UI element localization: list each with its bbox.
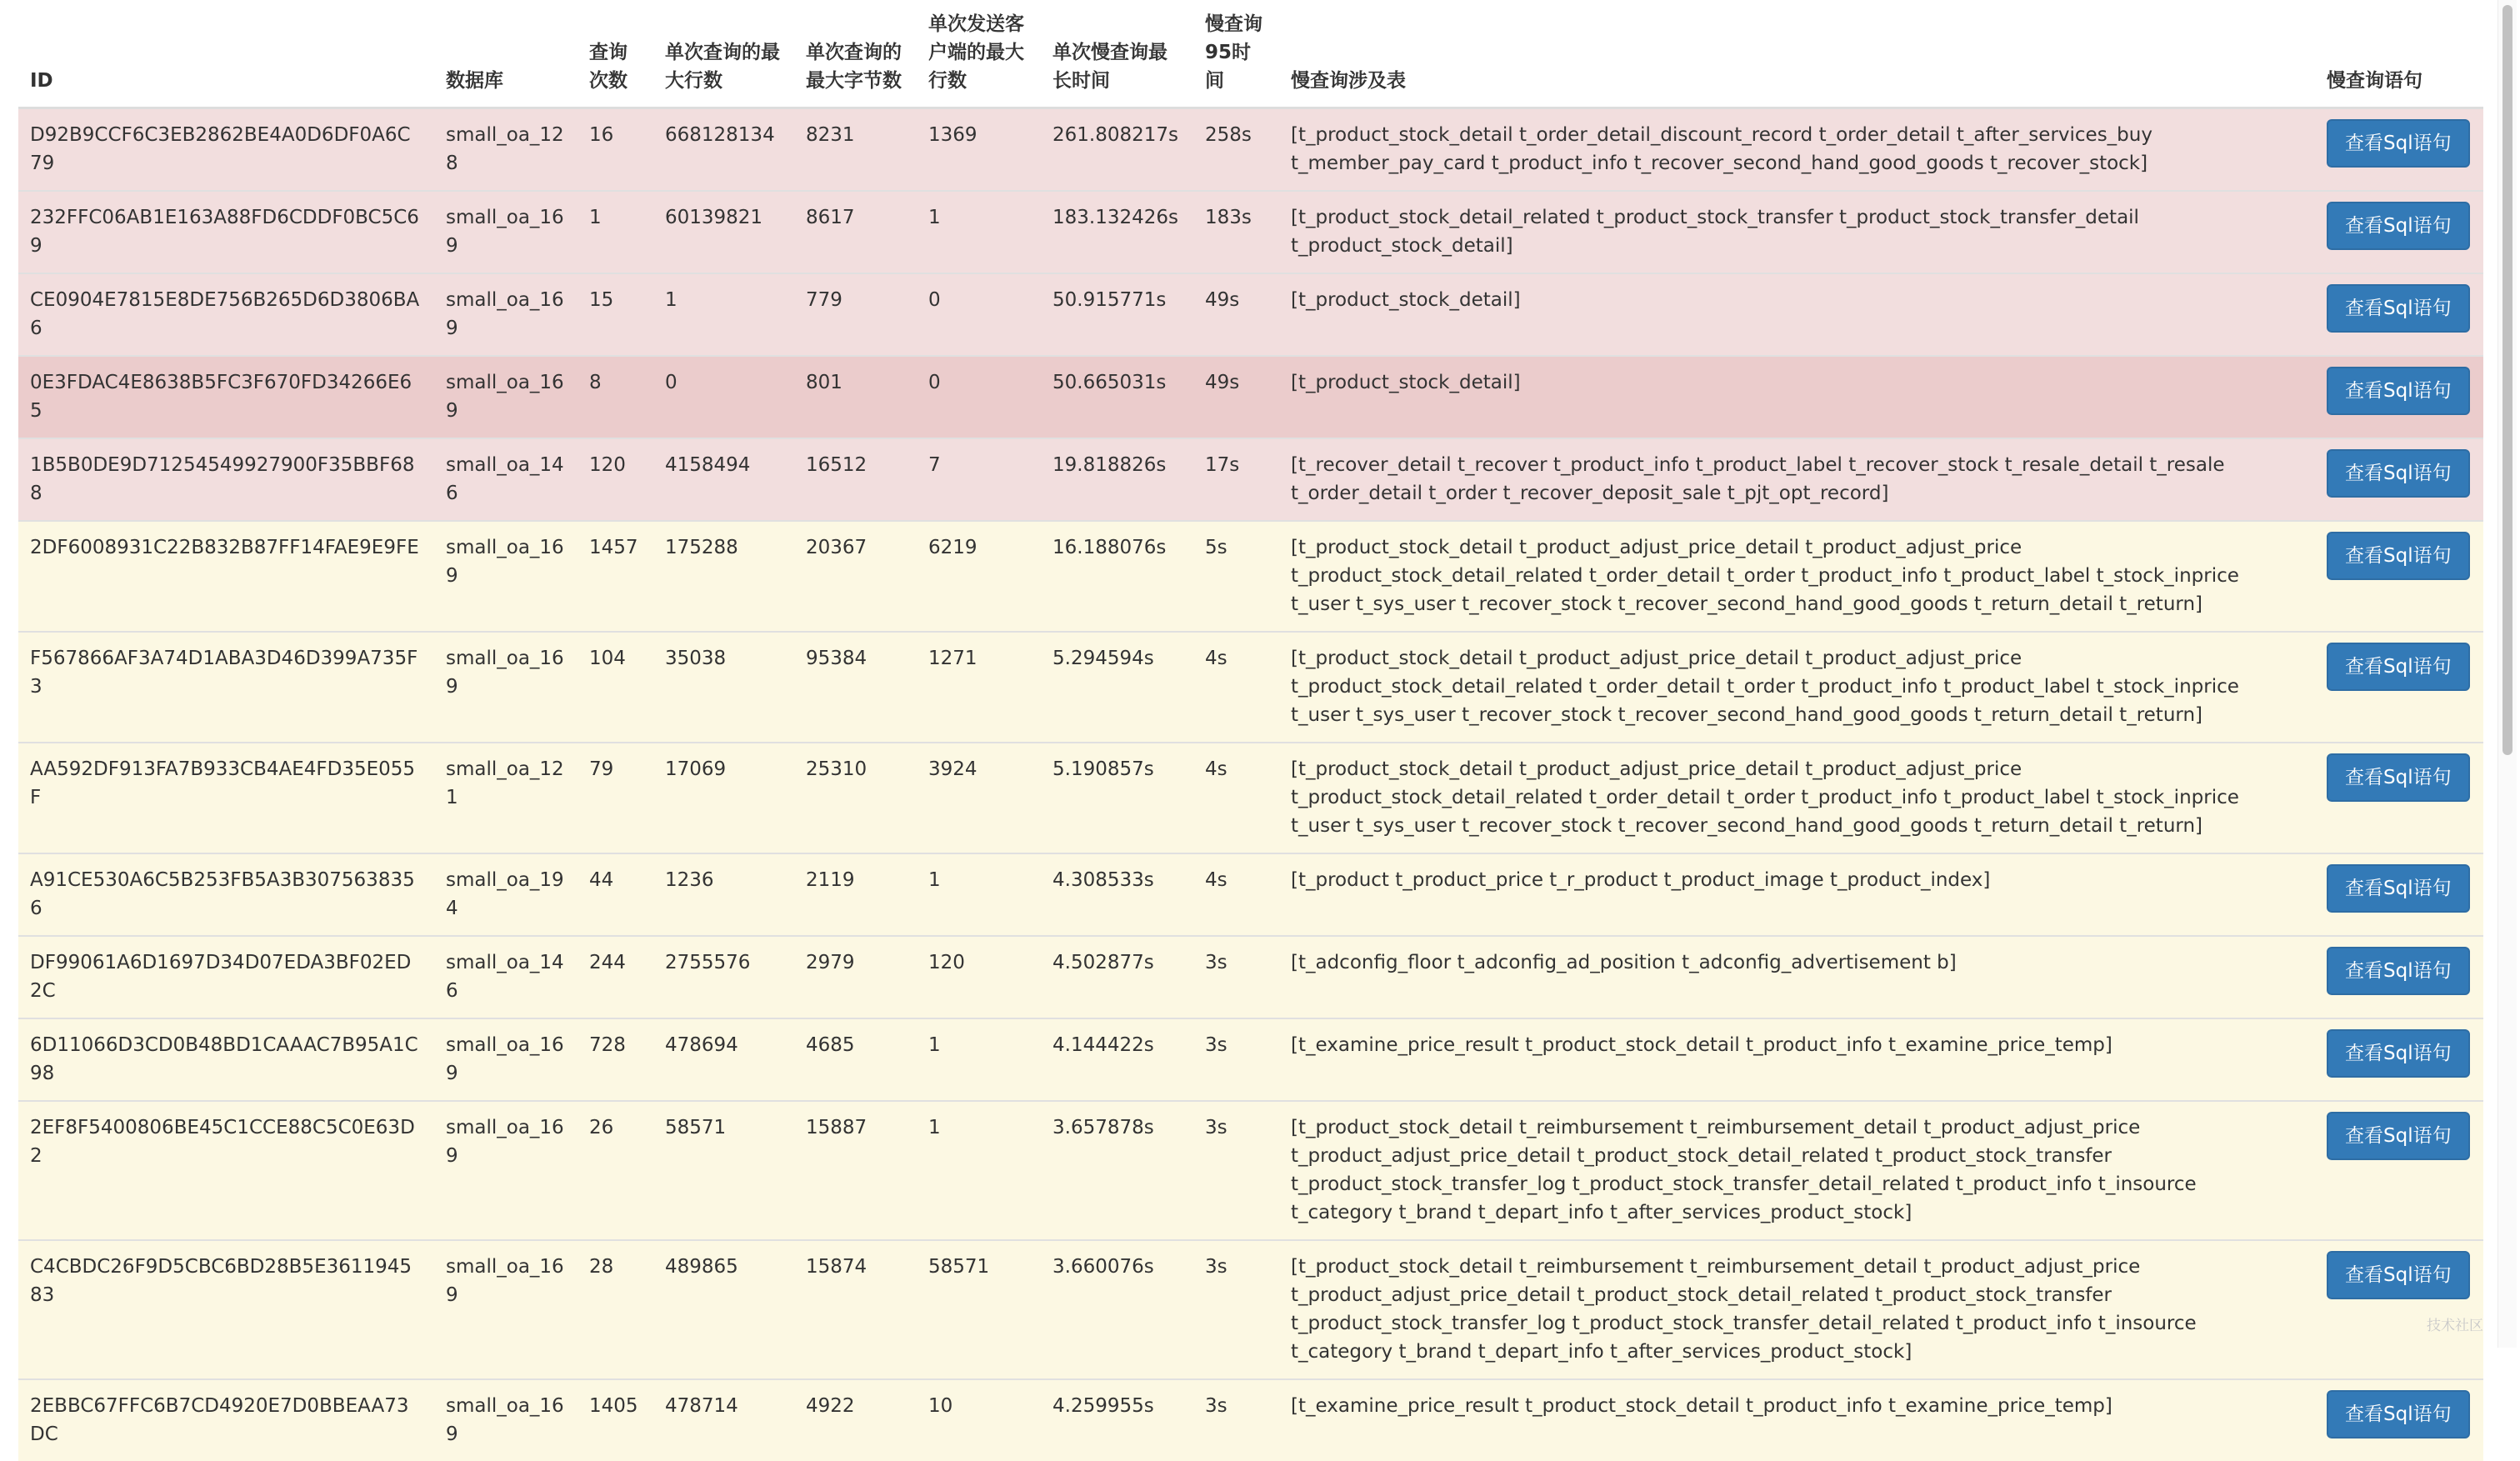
cell-max-rows: 2755576	[653, 936, 794, 1018]
table-row	[18, 936, 2483, 1018]
cell-max-rows: 478694	[653, 1018, 794, 1101]
cell-sql-action	[2315, 1379, 2483, 1461]
cell-max-bytes: 8617	[794, 191, 917, 273]
table-row	[18, 356, 2483, 438]
cell-max-rows: 60139821	[653, 191, 794, 273]
cell-max-bytes: 4922	[794, 1379, 917, 1461]
cell-id: 2DF6008931C22B832B87FF14FAE9E9FE	[18, 521, 434, 632]
cell-query-count: 79	[578, 743, 653, 853]
cell-tables: [t_product_stock_detail t_product_adjust_price_detail t_product_adjust_price t_product_stock_detail_related t_order_detail t_order t_product_info t_product_label t_stock_inprice t_user t_sys_user t_recover_stock t_recover_second_hand_good_goods t_return_detail t_return]	[1279, 632, 2315, 743]
cell-id: F567866AF3A74D1ABA3D46D399A735F3	[18, 632, 434, 743]
cell-max-bytes: 2979	[794, 936, 917, 1018]
cell-client-rows: 7	[917, 438, 1041, 521]
cell-max-bytes: 801	[794, 356, 917, 438]
cell-sql-action	[2315, 191, 2483, 273]
cell-database: small_oa_146	[434, 438, 578, 521]
slow-query-table-container	[18, 0, 2483, 1461]
cell-max-rows: 478714	[653, 1379, 794, 1461]
view-sql-button[interactable]: 查看Sql语句	[2327, 1390, 2470, 1438]
cell-sql-action	[2315, 853, 2483, 936]
cell-tables: [t_product_stock_detail t_reimbursement t_reimbursement_detail t_product_adjust_price t_product_adjust_price_detail t_product_stock_detail_related t_product_stock_transfer t_product_stock_transfer_log t_product_stock_transfer_detail_related t_product_info t_insource t_category t_brand t_depart_info t_after_services_product_stock]	[1279, 1240, 2315, 1379]
cell-p95: 183s	[1193, 191, 1279, 273]
cell-p95: 49s	[1193, 273, 1279, 356]
cell-max-time: 16.188076s	[1041, 521, 1193, 632]
cell-max-rows: 17069	[653, 743, 794, 853]
cell-id: CE0904E7815E8DE756B265D6D3806BA6	[18, 273, 434, 356]
cell-id: 2EBBC67FFC6B7CD4920E7D0BBEAA73DC	[18, 1379, 434, 1461]
cell-query-count: 1405	[578, 1379, 653, 1461]
view-sql-button[interactable]: 查看Sql语句	[2327, 753, 2470, 802]
view-sql-button[interactable]: 查看Sql语句	[2327, 367, 2470, 415]
cell-client-rows: 10	[917, 1379, 1041, 1461]
header-p95-time: 慢查询95时间	[1193, 0, 1279, 108]
cell-client-rows: 120	[917, 936, 1041, 1018]
cell-max-rows: 1236	[653, 853, 794, 936]
cell-max-time: 3.657878s	[1041, 1101, 1193, 1240]
cell-max-time: 50.915771s	[1041, 273, 1193, 356]
cell-database: small_oa_169	[434, 191, 578, 273]
cell-sql-action	[2315, 438, 2483, 521]
cell-max-time: 4.308533s	[1041, 853, 1193, 936]
cell-max-bytes: 779	[794, 273, 917, 356]
table-row	[18, 191, 2483, 273]
cell-p95: 17s	[1193, 438, 1279, 521]
cell-query-count: 728	[578, 1018, 653, 1101]
cell-database: small_oa_169	[434, 273, 578, 356]
cell-tables: [t_product_stock_detail]	[1279, 356, 2315, 438]
cell-max-rows: 489865	[653, 1240, 794, 1379]
cell-tables: [t_product_stock_detail t_product_adjust_price_detail t_product_adjust_price t_product_stock_detail_related t_order_detail t_order t_product_info t_product_label t_stock_inprice t_user t_sys_user t_recover_stock t_recover_second_hand_good_goods t_return_detail t_return]	[1279, 743, 2315, 853]
cell-id: C4CBDC26F9D5CBC6BD28B5E361194583	[18, 1240, 434, 1379]
cell-id: A91CE530A6C5B253FB5A3B3075638356	[18, 853, 434, 936]
cell-id: D92B9CCF6C3EB2862BE4A0D6DF0A6C79	[18, 108, 434, 192]
cell-database: small_oa_121	[434, 743, 578, 853]
cell-database: small_oa_169	[434, 521, 578, 632]
cell-tables: [t_product_stock_detail]	[1279, 273, 2315, 356]
cell-max-bytes: 25310	[794, 743, 917, 853]
cell-client-rows: 1	[917, 1018, 1041, 1101]
header-query-count: 查询次数	[578, 0, 653, 108]
cell-tables: [t_product t_product_price t_r_product t_product_image t_product_index]	[1279, 853, 2315, 936]
cell-sql-action	[2315, 743, 2483, 853]
cell-max-rows: 35038	[653, 632, 794, 743]
cell-max-rows: 1	[653, 273, 794, 356]
table-header	[18, 0, 2483, 108]
cell-max-time: 4.502877s	[1041, 936, 1193, 1018]
cell-database: small_oa_146	[434, 936, 578, 1018]
cell-tables: [t_adconfig_floor t_adconfig_ad_position t_adconfig_advertisement b]	[1279, 936, 2315, 1018]
cell-sql-action	[2315, 1101, 2483, 1240]
cell-sql-action	[2315, 936, 2483, 1018]
cell-tables: [t_product_stock_detail_related t_product_stock_transfer t_product_stock_transfer_detail t_product_stock_detail]	[1279, 191, 2315, 273]
cell-max-time: 4.144422s	[1041, 1018, 1193, 1101]
cell-p95: 5s	[1193, 521, 1279, 632]
cell-max-rows: 668128134	[653, 108, 794, 192]
header-max-client-rows: 单次发送客户端的最大行数	[917, 0, 1041, 108]
cell-max-bytes: 2119	[794, 853, 917, 936]
cell-database: small_oa_169	[434, 1379, 578, 1461]
table-body	[18, 108, 2483, 1461]
header-max-slow-time: 单次慢查询最长时间	[1041, 0, 1193, 108]
cell-client-rows: 1	[917, 191, 1041, 273]
cell-max-time: 50.665031s	[1041, 356, 1193, 438]
cell-id: 6D11066D3CD0B48BD1CAAAC7B95A1C98	[18, 1018, 434, 1101]
cell-tables: [t_product_stock_detail t_order_detail_discount_record t_order_detail t_after_services_buy t_member_pay_card t_product_info t_recover_second_hand_good_goods t_recover_stock]	[1279, 108, 2315, 192]
view-sql-button[interactable]: 查看Sql语句	[2327, 1112, 2470, 1160]
table-row	[18, 521, 2483, 632]
cell-id: AA592DF913FA7B933CB4AE4FD35E055F	[18, 743, 434, 853]
cell-query-count: 244	[578, 936, 653, 1018]
view-sql-button[interactable]: 查看Sql语句	[2327, 947, 2470, 995]
cell-max-time: 3.660076s	[1041, 1240, 1193, 1379]
header-max-rows: 单次查询的最大行数	[653, 0, 794, 108]
table-row	[18, 273, 2483, 356]
cell-max-time: 19.818826s	[1041, 438, 1193, 521]
cell-query-count: 26	[578, 1101, 653, 1240]
cell-p95: 3s	[1193, 936, 1279, 1018]
cell-max-bytes: 8231	[794, 108, 917, 192]
vertical-scrollbar[interactable]	[2498, 0, 2517, 1348]
cell-query-count: 15	[578, 273, 653, 356]
view-sql-button[interactable]: 查看Sql语句	[2327, 284, 2470, 333]
cell-p95: 258s	[1193, 108, 1279, 192]
cell-sql-action	[2315, 1018, 2483, 1101]
cell-sql-action	[2315, 632, 2483, 743]
cell-max-bytes: 20367	[794, 521, 917, 632]
scrollbar-thumb[interactable]	[2502, 5, 2512, 755]
cell-query-count: 44	[578, 853, 653, 936]
view-sql-button[interactable]: 查看Sql语句	[2327, 119, 2470, 168]
cell-p95: 3s	[1193, 1240, 1279, 1379]
table-row	[18, 438, 2483, 521]
cell-max-bytes: 15874	[794, 1240, 917, 1379]
table-row	[18, 1101, 2483, 1240]
cell-p95: 4s	[1193, 743, 1279, 853]
cell-client-rows: 0	[917, 356, 1041, 438]
cell-query-count: 104	[578, 632, 653, 743]
cell-database: small_oa_169	[434, 1101, 578, 1240]
cell-id: 0E3FDAC4E8638B5FC3F670FD34266E65	[18, 356, 434, 438]
view-sql-button[interactable]: 查看Sql语句	[2327, 1251, 2470, 1299]
cell-database: small_oa_169	[434, 1018, 578, 1101]
view-sql-button[interactable]: 查看Sql语句	[2327, 449, 2470, 498]
cell-query-count: 120	[578, 438, 653, 521]
view-sql-button[interactable]: 查看Sql语句	[2327, 643, 2470, 691]
view-sql-button[interactable]: 查看Sql语句	[2327, 202, 2470, 250]
cell-sql-action	[2315, 108, 2483, 192]
view-sql-button[interactable]: 查看Sql语句	[2327, 1029, 2470, 1078]
cell-max-bytes: 16512	[794, 438, 917, 521]
table-row	[18, 743, 2483, 853]
cell-sql-action	[2315, 273, 2483, 356]
cell-p95: 4s	[1193, 853, 1279, 936]
cell-tables: [t_examine_price_result t_product_stock_detail t_product_info t_examine_price_temp]	[1279, 1018, 2315, 1101]
cell-max-time: 183.132426s	[1041, 191, 1193, 273]
header-id: ID	[18, 0, 434, 108]
cell-client-rows: 1369	[917, 108, 1041, 192]
cell-max-rows: 0	[653, 356, 794, 438]
cell-max-rows: 175288	[653, 521, 794, 632]
cell-p95: 3s	[1193, 1379, 1279, 1461]
header-database: 数据库	[434, 0, 578, 108]
cell-query-count: 16	[578, 108, 653, 192]
cell-id: 232FFC06AB1E163A88FD6CDDF0BC5C69	[18, 191, 434, 273]
cell-client-rows: 1	[917, 853, 1041, 936]
cell-client-rows: 58571	[917, 1240, 1041, 1379]
slow-query-table	[18, 0, 2483, 1461]
table-row	[18, 632, 2483, 743]
cell-query-count: 28	[578, 1240, 653, 1379]
table-row	[18, 853, 2483, 936]
cell-client-rows: 1271	[917, 632, 1041, 743]
table-row	[18, 108, 2483, 192]
cell-id: 1B5B0DE9D71254549927900F35BBF688	[18, 438, 434, 521]
table-row	[18, 1379, 2483, 1461]
cell-client-rows: 1	[917, 1101, 1041, 1240]
cell-p95: 3s	[1193, 1018, 1279, 1101]
cell-p95: 49s	[1193, 356, 1279, 438]
cell-client-rows: 6219	[917, 521, 1041, 632]
table-row	[18, 1018, 2483, 1101]
cell-max-rows: 4158494	[653, 438, 794, 521]
cell-client-rows: 3924	[917, 743, 1041, 853]
cell-sql-action	[2315, 356, 2483, 438]
cell-sql-action	[2315, 521, 2483, 632]
cell-database: small_oa_169	[434, 1240, 578, 1379]
cell-sql-action	[2315, 1240, 2483, 1379]
cell-tables: [t_examine_price_result t_product_stock_detail t_product_info t_examine_price_temp]	[1279, 1379, 2315, 1461]
view-sql-button[interactable]: 查看Sql语句	[2327, 864, 2470, 913]
cell-max-bytes: 4685	[794, 1018, 917, 1101]
table-row	[18, 1240, 2483, 1379]
cell-query-count: 8	[578, 356, 653, 438]
cell-tables: [t_recover_detail t_recover t_product_info t_product_label t_recover_stock t_resale_detail t_resale t_order_detail t_order t_recover_deposit_sale t_pjt_opt_record]	[1279, 438, 2315, 521]
cell-max-time: 5.190857s	[1041, 743, 1193, 853]
view-sql-button[interactable]: 查看Sql语句	[2327, 532, 2470, 580]
cell-p95: 4s	[1193, 632, 1279, 743]
cell-tables: [t_product_stock_detail t_reimbursement t_reimbursement_detail t_product_adjust_price t_product_adjust_price_detail t_product_stock_detail_related t_product_stock_transfer t_product_stock_transfer_log t_product_stock_transfer_detail_related t_product_info t_insource t_category t_brand t_depart_info t_after_services_product_stock]	[1279, 1101, 2315, 1240]
header-sql: 慢查询语句	[2315, 0, 2483, 108]
header-tables: 慢查询涉及表	[1279, 0, 2315, 108]
cell-tables: [t_product_stock_detail t_product_adjust_price_detail t_product_adjust_price t_product_stock_detail_related t_order_detail t_order t_product_info t_product_label t_stock_inprice t_user t_sys_user t_recover_stock t_recover_second_hand_good_goods t_return_detail t_return]	[1279, 521, 2315, 632]
cell-query-count: 1457	[578, 521, 653, 632]
cell-max-time: 5.294594s	[1041, 632, 1193, 743]
cell-query-count: 1	[578, 191, 653, 273]
cell-max-time: 4.259955s	[1041, 1379, 1193, 1461]
cell-database: small_oa_169	[434, 356, 578, 438]
cell-id: 2EF8F5400806BE45C1CCE88C5C0E63D2	[18, 1101, 434, 1240]
cell-client-rows: 0	[917, 273, 1041, 356]
cell-p95: 3s	[1193, 1101, 1279, 1240]
cell-max-time: 261.808217s	[1041, 108, 1193, 192]
cell-id: DF99061A6D1697D34D07EDA3BF02ED2C	[18, 936, 434, 1018]
cell-database: small_oa_169	[434, 632, 578, 743]
cell-database: small_oa_128	[434, 108, 578, 192]
cell-max-rows: 58571	[653, 1101, 794, 1240]
cell-database: small_oa_194	[434, 853, 578, 936]
cell-max-bytes: 15887	[794, 1101, 917, 1240]
cell-max-bytes: 95384	[794, 632, 917, 743]
header-max-bytes: 单次查询的最大字节数	[794, 0, 917, 108]
watermark-text: 技术社区	[2427, 1313, 2483, 1334]
